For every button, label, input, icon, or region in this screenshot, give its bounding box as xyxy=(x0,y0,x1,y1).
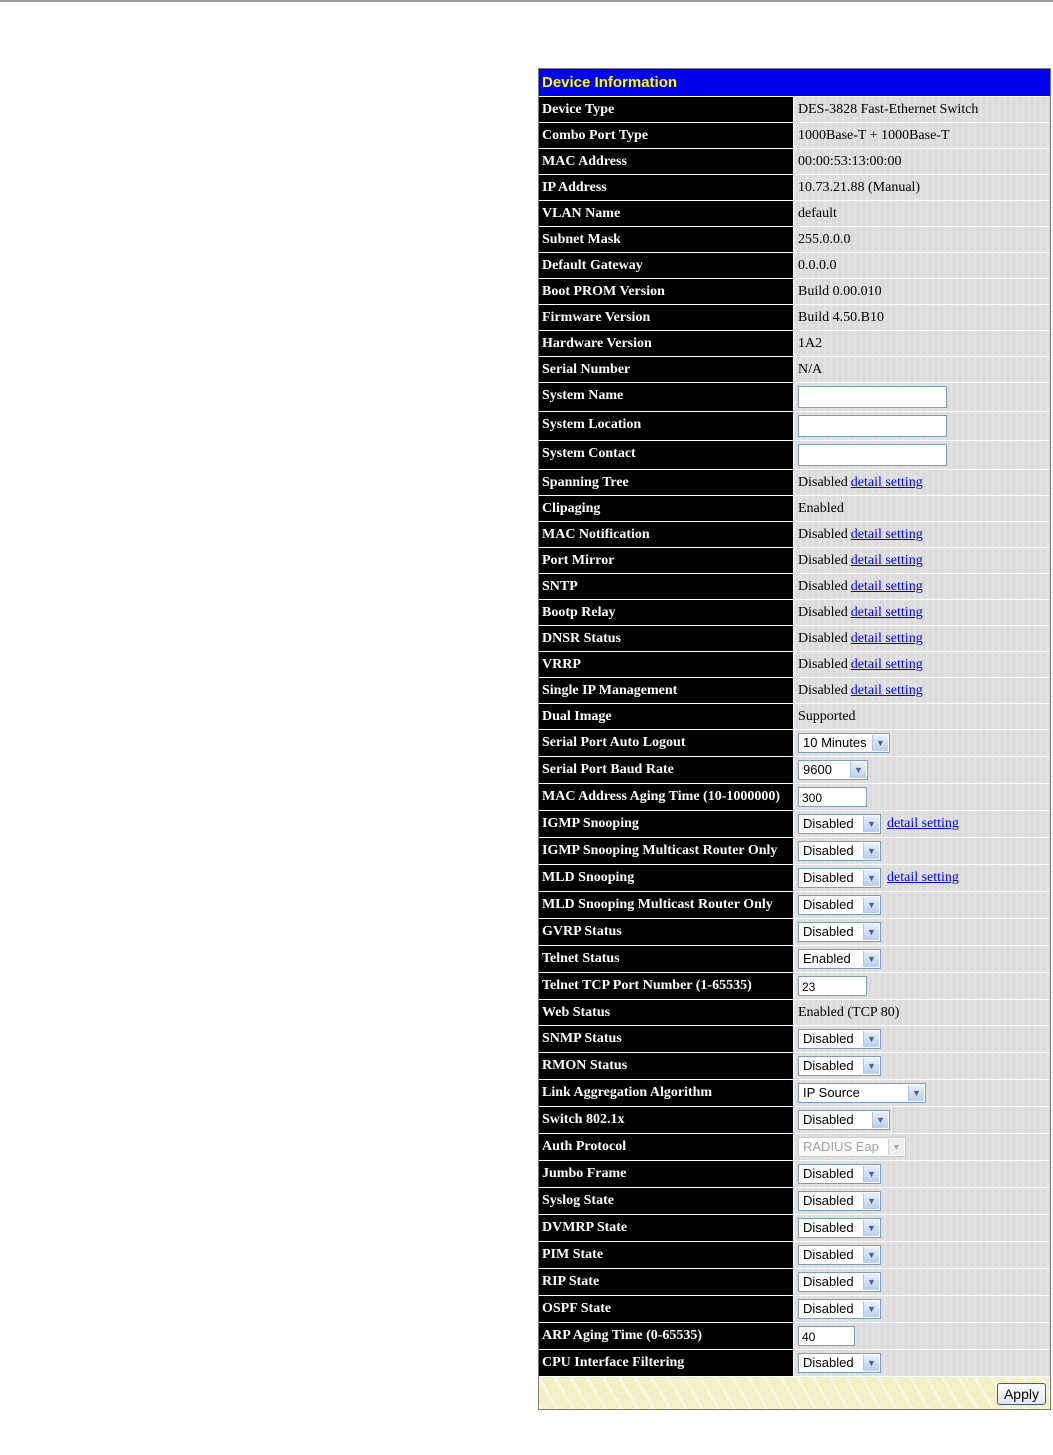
value-mac-notification: Disabled xyxy=(798,527,848,542)
chevron-down-icon: ▼ xyxy=(863,1058,879,1074)
row-mac-notification xyxy=(539,522,1050,548)
label-ip-address: IP Address xyxy=(539,175,794,201)
label-mac-address: MAC Address xyxy=(539,149,794,175)
label-vlan-name: VLAN Name xyxy=(539,201,794,227)
row-syslog-state xyxy=(539,1188,1050,1215)
chevron-down-icon: ▼ xyxy=(863,1301,879,1317)
label-hardware-version: Hardware Version xyxy=(539,331,794,357)
row-combo-port-type xyxy=(539,123,1050,149)
chevron-down-icon: ▼ xyxy=(863,816,879,832)
device-information-panel xyxy=(538,68,1051,1410)
value-mac-address: 00:00:53:13:00:00 xyxy=(794,149,1051,175)
label-system-location: System Location xyxy=(539,412,794,441)
igmp-snooping-select[interactable] xyxy=(798,814,881,834)
link-aggregation-algorithm-select[interactable] xyxy=(798,1083,926,1103)
row-serial-port-auto-logout xyxy=(539,730,1050,757)
chevron-down-icon: ▼ xyxy=(872,1112,888,1128)
link-aggregation-algorithm-selected: IP Source xyxy=(803,1085,860,1100)
label-link-aggregation-algorithm: Link Aggregation Algorithm xyxy=(539,1080,794,1107)
label-switch-8021x: Switch 802.1x xyxy=(539,1107,794,1134)
dvmrp-state-selected: Disabled xyxy=(803,1220,854,1235)
chevron-down-icon: ▼ xyxy=(863,1274,879,1290)
row-igmp-mc-router-only xyxy=(539,838,1050,865)
label-dvmrp-state: DVMRP State xyxy=(539,1215,794,1242)
row-boot-prom-version xyxy=(539,279,1050,305)
label-vrrp: VRRP xyxy=(539,652,794,678)
row-dual-image xyxy=(539,704,1050,730)
value-default-gateway: 0.0.0.0 xyxy=(794,253,1051,279)
jumbo-frame-select[interactable] xyxy=(798,1164,881,1184)
chevron-down-icon: ▼ xyxy=(863,1166,879,1182)
label-system-contact: System Contact xyxy=(539,441,794,470)
auth-protocol-select[interactable] xyxy=(798,1137,906,1157)
mld-snooping-detail-link[interactable]: detail setting xyxy=(887,870,959,886)
value-dnsr-status: Disabled xyxy=(798,631,848,646)
label-bootp-relay: Bootp Relay xyxy=(539,600,794,626)
dnsr-status-detail-link[interactable]: detail setting xyxy=(850,631,923,646)
row-ospf-state xyxy=(539,1296,1050,1323)
row-vrrp xyxy=(539,652,1050,678)
row-device-type xyxy=(539,97,1050,123)
rip-state-selected: Disabled xyxy=(803,1274,854,1289)
value-vrrp: Disabled xyxy=(798,657,848,672)
single-ip-management-detail-link[interactable]: detail setting xyxy=(850,683,923,698)
chevron-down-icon: ▼ xyxy=(908,1085,924,1101)
value-boot-prom-version: Build 0.00.010 xyxy=(794,279,1051,305)
label-serial-number: Serial Number xyxy=(539,357,794,383)
label-mld-mc-router-only: MLD Snooping Multicast Router Only xyxy=(539,892,794,919)
value-vlan-name: default xyxy=(794,201,1051,227)
label-igmp-mc-router-only: IGMP Snooping Multicast Router Only xyxy=(539,838,794,865)
row-auth-protocol xyxy=(539,1134,1050,1161)
system-contact-input[interactable] xyxy=(798,444,947,466)
igmp-mc-router-only-select[interactable] xyxy=(798,841,881,861)
row-rmon-status xyxy=(539,1053,1050,1080)
chevron-down-icon: ▼ xyxy=(863,1193,879,1209)
label-device-type: Device Type xyxy=(539,97,794,123)
chevron-down-icon: ▼ xyxy=(872,735,888,751)
rmon-status-selected: Disabled xyxy=(803,1058,854,1073)
row-telnet-status xyxy=(539,946,1050,973)
mld-snooping-select[interactable] xyxy=(798,868,881,888)
system-name-input[interactable] xyxy=(798,386,947,408)
row-arp-aging-time xyxy=(539,1323,1050,1350)
value-web-status: Enabled (TCP 80) xyxy=(794,1000,1051,1026)
igmp-snooping-detail-link[interactable]: detail setting xyxy=(887,816,959,832)
row-subnet-mask xyxy=(539,227,1050,253)
panel-footer xyxy=(539,1377,1050,1409)
row-bootp-relay xyxy=(539,600,1050,626)
igmp-snooping-selected: Disabled xyxy=(803,816,854,831)
vrrp-detail-link[interactable]: detail setting xyxy=(850,657,923,672)
row-sntp xyxy=(539,574,1050,600)
label-web-status: Web Status xyxy=(539,1000,794,1026)
serial-port-baud-rate-select[interactable] xyxy=(798,760,868,780)
row-serial-number xyxy=(539,357,1050,383)
syslog-state-selected: Disabled xyxy=(803,1193,854,1208)
row-mld-snooping xyxy=(539,865,1050,892)
row-serial-port-baud-rate xyxy=(539,757,1050,784)
row-default-gateway xyxy=(539,253,1050,279)
row-telnet-tcp-port xyxy=(539,973,1050,1000)
jumbo-frame-selected: Disabled xyxy=(803,1166,854,1181)
label-subnet-mask: Subnet Mask xyxy=(539,227,794,253)
label-firmware-version: Firmware Version xyxy=(539,305,794,331)
value-single-ip-management: Disabled xyxy=(798,683,848,698)
row-dnsr-status xyxy=(539,626,1050,652)
row-jumbo-frame xyxy=(539,1161,1050,1188)
syslog-state-select[interactable] xyxy=(798,1191,881,1211)
row-link-aggregation-algorithm xyxy=(539,1080,1050,1107)
ospf-state-selected: Disabled xyxy=(803,1301,854,1316)
value-hardware-version: 1A2 xyxy=(794,331,1051,357)
value-bootp-relay: Disabled xyxy=(798,605,848,620)
label-igmp-snooping: IGMP Snooping xyxy=(539,811,794,838)
serial-port-auto-logout-selected: 10 Minutes xyxy=(803,735,867,750)
label-clipaging: Clipaging xyxy=(539,496,794,522)
mac-notification-detail-link[interactable]: detail setting xyxy=(850,527,923,542)
cpu-interface-filtering-selected: Disabled xyxy=(803,1355,854,1370)
row-mac-address xyxy=(539,149,1050,175)
top-divider xyxy=(0,0,1053,2)
label-sntp: SNTP xyxy=(539,574,794,600)
telnet-status-select[interactable] xyxy=(798,949,881,969)
spanning-tree-detail-link[interactable]: detail setting xyxy=(850,475,923,490)
chevron-down-icon: ▼ xyxy=(863,1031,879,1047)
label-telnet-status: Telnet Status xyxy=(539,946,794,973)
row-system-location xyxy=(539,412,1050,441)
label-mld-snooping: MLD Snooping xyxy=(539,865,794,892)
value-sntp: Disabled xyxy=(798,579,848,594)
label-cpu-interface-filtering: CPU Interface Filtering xyxy=(539,1350,794,1377)
gvrp-status-select[interactable] xyxy=(798,922,881,942)
value-combo-port-type: 1000Base-T + 1000Base-T xyxy=(794,123,1051,149)
chevron-down-icon: ▼ xyxy=(863,924,879,940)
value-spanning-tree: Disabled xyxy=(798,475,848,490)
label-boot-prom-version: Boot PROM Version xyxy=(539,279,794,305)
label-mac-aging-time: MAC Address Aging Time (10-1000000) xyxy=(539,784,794,811)
chevron-down-icon: ▼ xyxy=(863,1355,879,1371)
serial-port-auto-logout-select[interactable] xyxy=(798,733,890,753)
label-serial-port-auto-logout: Serial Port Auto Logout xyxy=(539,730,794,757)
row-switch-8021x xyxy=(539,1107,1050,1134)
gvrp-status-selected: Disabled xyxy=(803,924,854,939)
label-serial-port-baud-rate: Serial Port Baud Rate xyxy=(539,757,794,784)
row-rip-state xyxy=(539,1269,1050,1296)
label-dual-image: Dual Image xyxy=(539,704,794,730)
label-dnsr-status: DNSR Status xyxy=(539,626,794,652)
row-web-status xyxy=(539,1000,1050,1026)
telnet-tcp-port-input[interactable]: 23 xyxy=(798,976,867,996)
row-pim-state xyxy=(539,1242,1050,1269)
ospf-state-select[interactable] xyxy=(798,1299,881,1319)
chevron-down-icon: ▼ xyxy=(850,762,866,778)
label-jumbo-frame: Jumbo Frame xyxy=(539,1161,794,1188)
label-arp-aging-time: ARP Aging Time (0-65535) xyxy=(539,1323,794,1350)
value-serial-number: N/A xyxy=(794,357,1051,383)
chevron-down-icon: ▼ xyxy=(863,843,879,859)
row-port-mirror xyxy=(539,548,1050,574)
snmp-status-selected: Disabled xyxy=(803,1031,854,1046)
label-auth-protocol: Auth Protocol xyxy=(539,1134,794,1161)
value-port-mirror: Disabled xyxy=(798,553,848,568)
arp-aging-time-input[interactable]: 40 xyxy=(798,1326,855,1346)
row-gvrp-status xyxy=(539,919,1050,946)
value-subnet-mask: 255.0.0.0 xyxy=(794,227,1051,253)
row-cpu-interface-filtering xyxy=(539,1350,1050,1377)
row-hardware-version xyxy=(539,331,1050,357)
label-system-name: System Name xyxy=(539,383,794,412)
value-device-type: DES-3828 Fast-Ethernet Switch xyxy=(794,97,1051,123)
row-mld-mc-router-only xyxy=(539,892,1050,919)
mld-mc-router-only-selected: Disabled xyxy=(803,897,854,912)
pim-state-selected: Disabled xyxy=(803,1247,854,1262)
panel-title: Device Information xyxy=(539,69,1050,97)
chevron-down-icon: ▼ xyxy=(863,951,879,967)
port-mirror-detail-link[interactable]: detail setting xyxy=(850,553,923,568)
sntp-detail-link[interactable]: detail setting xyxy=(850,579,923,594)
value-ip-address: 10.73.21.88 (Manual) xyxy=(794,175,1051,201)
chevron-down-icon: ▼ xyxy=(863,870,879,886)
row-system-contact xyxy=(539,441,1050,470)
pim-state-select[interactable] xyxy=(798,1245,881,1265)
label-single-ip-management: Single IP Management xyxy=(539,678,794,704)
telnet-status-selected: Enabled xyxy=(803,951,851,966)
cpu-interface-filtering-select[interactable] xyxy=(798,1353,881,1373)
apply-button[interactable]: Apply xyxy=(997,1383,1046,1405)
label-mac-notification: MAC Notification xyxy=(539,522,794,548)
chevron-down-icon: ▼ xyxy=(888,1139,904,1155)
mac-aging-time-input[interactable]: 300 xyxy=(798,787,867,807)
bootp-relay-detail-link[interactable]: detail setting xyxy=(850,605,923,620)
label-default-gateway: Default Gateway xyxy=(539,253,794,279)
chevron-down-icon: ▼ xyxy=(863,1220,879,1236)
label-rip-state: RIP State xyxy=(539,1269,794,1296)
row-vlan-name xyxy=(539,201,1050,227)
row-spanning-tree xyxy=(539,470,1050,496)
label-ospf-state: OSPF State xyxy=(539,1296,794,1323)
label-spanning-tree: Spanning Tree xyxy=(539,470,794,496)
row-dvmrp-state xyxy=(539,1215,1050,1242)
igmp-mc-router-only-selected: Disabled xyxy=(803,843,854,858)
row-firmware-version xyxy=(539,305,1050,331)
value-clipaging: Enabled xyxy=(794,496,1051,522)
auth-protocol-selected: RADIUS Eap xyxy=(803,1139,879,1154)
label-snmp-status: SNMP Status xyxy=(539,1026,794,1053)
label-gvrp-status: GVRP Status xyxy=(539,919,794,946)
device-information-table xyxy=(539,97,1050,1377)
value-firmware-version: Build 4.50.B10 xyxy=(794,305,1051,331)
label-combo-port-type: Combo Port Type xyxy=(539,123,794,149)
label-pim-state: PIM State xyxy=(539,1242,794,1269)
switch-8021x-selected: Disabled xyxy=(803,1112,854,1127)
row-igmp-snooping xyxy=(539,811,1050,838)
mld-snooping-selected: Disabled xyxy=(803,870,854,885)
system-location-input[interactable] xyxy=(798,415,947,437)
value-dual-image: Supported xyxy=(794,704,1051,730)
rmon-status-select[interactable] xyxy=(798,1056,881,1076)
label-syslog-state: Syslog State xyxy=(539,1188,794,1215)
label-rmon-status: RMON Status xyxy=(539,1053,794,1080)
mld-mc-router-only-select[interactable] xyxy=(798,895,881,915)
dvmrp-state-select[interactable] xyxy=(798,1218,881,1238)
row-system-name xyxy=(539,383,1050,412)
chevron-down-icon: ▼ xyxy=(863,897,879,913)
row-ip-address xyxy=(539,175,1050,201)
row-single-ip-management xyxy=(539,678,1050,704)
switch-8021x-select[interactable] xyxy=(798,1110,890,1130)
serial-port-baud-rate-selected: 9600 xyxy=(803,762,832,777)
row-clipaging xyxy=(539,496,1050,522)
label-port-mirror: Port Mirror xyxy=(539,548,794,574)
rip-state-select[interactable] xyxy=(798,1272,881,1292)
chevron-down-icon: ▼ xyxy=(863,1247,879,1263)
row-snmp-status xyxy=(539,1026,1050,1053)
snmp-status-select[interactable] xyxy=(798,1029,881,1049)
label-telnet-tcp-port: Telnet TCP Port Number (1-65535) xyxy=(539,973,794,1000)
row-mac-aging-time xyxy=(539,784,1050,811)
